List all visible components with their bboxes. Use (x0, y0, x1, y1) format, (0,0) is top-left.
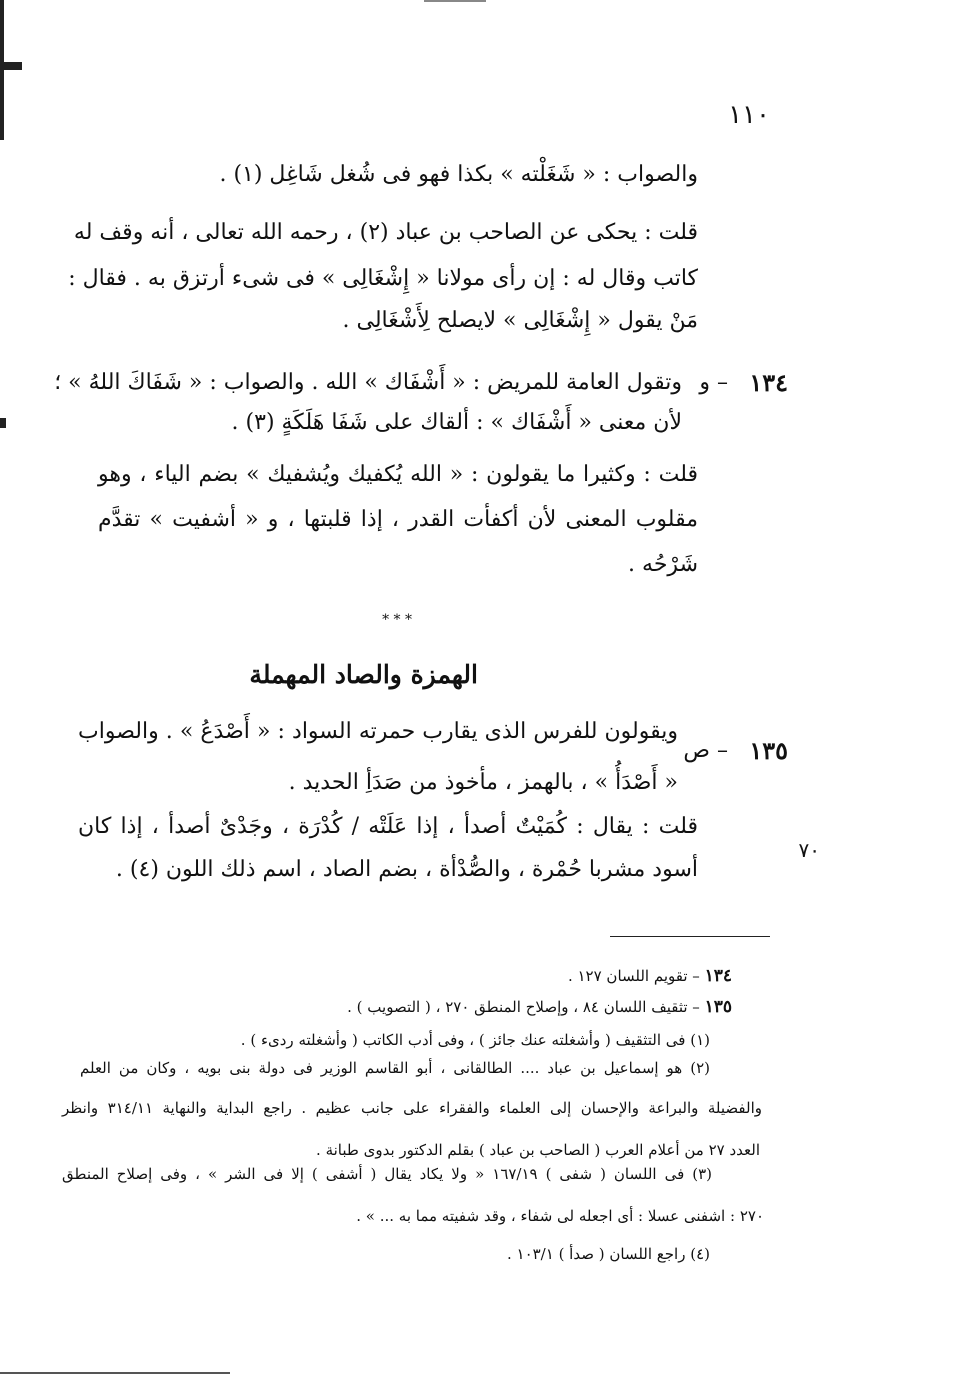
page-number: ١١٠ (728, 100, 770, 130)
body-line-4: مَنْ يقول « إِشْغَالِى » لايصلح لِأَشْغَالِى . (342, 308, 698, 333)
entry-134-number: ١٣٤ (749, 368, 788, 397)
body-line-10: ويقولون للفرس الذى يقارب حمرته السواد : « أَصْدَعُ » . والصواب (78, 719, 678, 744)
footnote-4: (٤) راجع اللسان ( صدأ ) ١٠٣/١ . (506, 1245, 710, 1263)
footnote-2-line-2: والفضيلة والبراعة والإحسان إلى العلماء والفقراء على جانب عظيم . راجع البداية والنهاية ٣١٤/١١ وانظر (62, 1099, 762, 1117)
body-line-8: مقلوب المعنى لأن أكفأت القدر ، إذا قلبتها ، و « أشفيت » تقدَّم (98, 507, 698, 532)
footnote-3-line-1: (٣) فى اللسان ( شفى ) ١٦٧/١٩ « ولا يكاد يقال ( أشفى ) إلا فى الشر » ، وفى إصلاح المنطق (62, 1165, 713, 1183)
entry-135-letter: – ص (683, 738, 728, 763)
footnote-ref-135-number: ١٣٥ (704, 997, 732, 1017)
body-line-11: « أَصْدَأُ » ، بالهمز ، مأخوذ من صَدَأِ الحديد . (288, 770, 678, 795)
entry-134-letter: – و (699, 370, 728, 395)
footnote-1: (١) فى التثقيف ( وأشغلته عنك جائز ) ، وفى أدب الكاتب ( وأشغلته ردىء ) . (240, 1031, 710, 1049)
footnote-ref-134-text: – تقويم اللسان ١٢٧ . (567, 967, 700, 985)
footnote-ref-135 (347, 997, 732, 1017)
section-heading: الهمزة والصاد المهملة (249, 660, 478, 689)
margin-line-number: ٧٠ (798, 838, 820, 862)
body-line-1: والصواب : « شَغَلْته » بكذا فهو فى شُغل شَاغِل (١) . (219, 162, 698, 187)
body-line-12: قلت : يقال : كُمَيْتٌ أصدأ ، إذا عَلَتْه / كُدْرَة ، وجَدْىٌ أصدأ ، إذا كان (78, 814, 698, 839)
body-line-2: قلت : يحكى عن الصاحب بن عباد (٢) ، رحمه الله تعالى ، أنه وقف له (73, 220, 698, 245)
section-separator: * * * (382, 612, 412, 628)
footnote-2-line-1: (٢) هو إسماعيل بن عباد .... الطالقانى ، أبو القاسم الوزير فى دولة بنى بويه ، وكان من العلم (80, 1059, 710, 1077)
body-line-13: أسود مشربا حُمْرة ، والصُّدْأة ، بضم الصاد ، اسم ذلك اللون (٤) . (115, 857, 698, 882)
entry-135-number: ١٣٥ (749, 736, 788, 765)
scan-left-dot (0, 418, 6, 428)
body-line-5: وتقول العامة للمريض : « أَشْفَاك » الله . والصواب : « شَفَاكَ اللهُ » ؛ (54, 370, 682, 395)
footnote-3-line-2: ٢٧٠ : اشفنى عسلا : أى اجعله لى شفاء ، وقد شفيته مما به ... » . (356, 1207, 764, 1225)
footnote-2-line-3: العدد ٢٧ من أعلام العرب ( الصاحب بن عباد ) بقلم الدكتور بدوى طبانة . (316, 1141, 760, 1159)
body-line-6: لأن معنى « أَشْفَاك » : ألقاك على شَفَا هَلَكَةٍ (٣) . (231, 410, 682, 435)
footnote-ref-134 (568, 966, 732, 986)
body-line-9: شَرْحُه . (628, 552, 698, 577)
footnote-ref-134-number: ١٣٤ (704, 966, 732, 986)
scan-top-dots (424, 0, 486, 2)
scan-left-edge (0, 0, 4, 140)
footnote-ref-135-text: – تثقيف اللسان ٨٤ ، وإصلاح المنطق ٢٧٠ ، ( التصويب ) . (347, 998, 700, 1016)
body-line-3: كاتب وقال له : إن رأى مولانا « إِشْغَالِى » فى شىء أرتزق به . فقال : (68, 266, 698, 291)
footnote-rule (610, 936, 770, 937)
scan-bottom-line (0, 1372, 230, 1374)
body-line-7: قلت : وكثيرا ما يقولون : « الله يُكفيك ويُشفيك » بضم الياء ، وهو (98, 462, 698, 487)
scan-mark (0, 62, 22, 70)
